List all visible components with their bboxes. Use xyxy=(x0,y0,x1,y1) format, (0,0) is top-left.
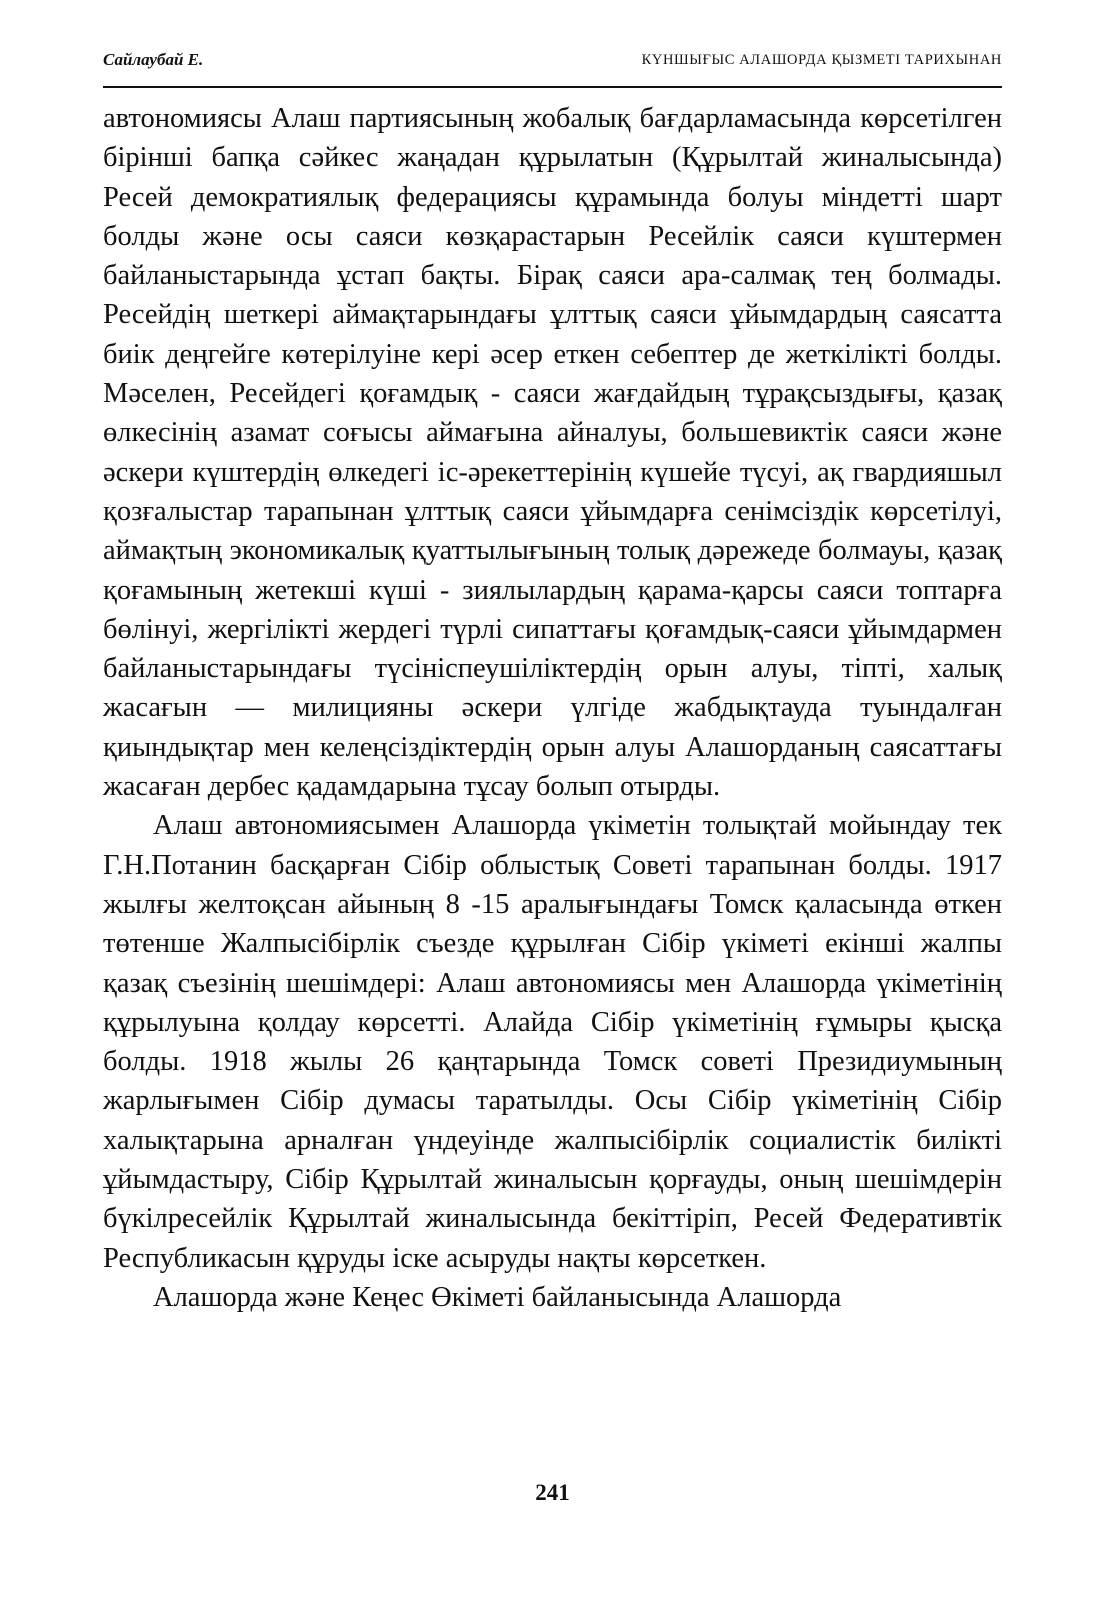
header-author: Сайлаубай Е. xyxy=(103,50,204,69)
page-body xyxy=(103,99,1002,1317)
paragraph: Алашорда және Кеңес Өкіметі байланысында Алашорда xyxy=(153,1281,842,1313)
page-header xyxy=(103,48,1002,72)
page-number: 241 xyxy=(535,1480,570,1505)
paragraph-continued: автономиясы Алаш партиясының жобалық бағдарламасында көрсетілген бірінші бапқа сәйкес жаңадан құрылатын (Құрылтай жиналысында) Ресей демократиялық федерациясы құрамында болуы міндетті шарт болды және осы саяси көзқарастарын Ресейлік саяси күштермен байланыстарында ұстап бақты. Бірақ саяси ара-салмақ тең болмады. Ресейдің шеткері аймақтарындағы ұлттық саяси ұйымдардың саясатта биік деңгейге көтерілуіне кері әсер еткен себептер де жеткілікті болды. Мәселен, Ресейдегі қоғамдық - саяси жағдайдың тұрақсыздығы, қазақ өлкесінің азамат соғысы аймағына айналуы, большевиктік саяси және әскери күштердің өлкедегі іс-әрекеттерінің күшейе түсуі, ақ гвардияшыл қозғалыстар тарапынан ұлттық саяси ұйымдарға сенімсіздік көрсетілуі, аймақтың экономикалық қуаттылығының толық дәрежеде болмауы, қазақ қоғамының жетекші күші - зиялылардың қарама-қарсы саяси топтарға бөлінуі, жергілікті жердегі түрлі сипаттағы қоғамдық-саяси ұйымдармен байланыстарындағы түсініспеушіліктердің орын алуы, тіпті, халық жасағын — милицияны әскери үлгіде жабдықтауда туындалған қиындықтар мен келеңсіздіктердің орын алуы Алашорданың саясаттағы жасаған дербес қадамдарына тұсау болып отырды. xyxy=(103,103,1002,803)
paragraph: Алаш автономиясымен Алашорда үкіметін толықтай мойындау тек Г.Н.Потанин басқарған Сібір облыстық Советі тарапынан болды. 1917 жылғы желтоқсан айының 8 -15 аралығындағы Томск қаласында өткен төтенше Жалпысібірлік съезде құрылған Сібір үкіметі екінші жалпы қазақ съезінің шешімдері: Алаш автономиясы мен Алашорда үкіметінің құрылуына қолдау көрсетті. Алайда Сібір үкіметінің ғұмыры қысқа болды. 1918 жылы 26 қаңтарында Томск советі Президиумының жарлығымен Сібір думасы таратылды. Осы Сібір үкіметінің Сібір халықтарына арналған үндеуінде жалпысібірлік социалистік билікті ұйымдастыру, Сібір Құрылтай жиналысын қорғауды, оның шешімдерін бүкілресейлік Құрылтай жиналысында бекіттіріп, Ресей Федеративтік Республикасын құруды іске асыруды нақты көрсеткен. xyxy=(103,810,1002,1274)
header-running-title: КҮНШЫҒЫС АЛАШОРДА ҚЫЗМЕТІ ТАРИХЫНАН xyxy=(641,52,1002,68)
header-divider xyxy=(103,86,1002,88)
